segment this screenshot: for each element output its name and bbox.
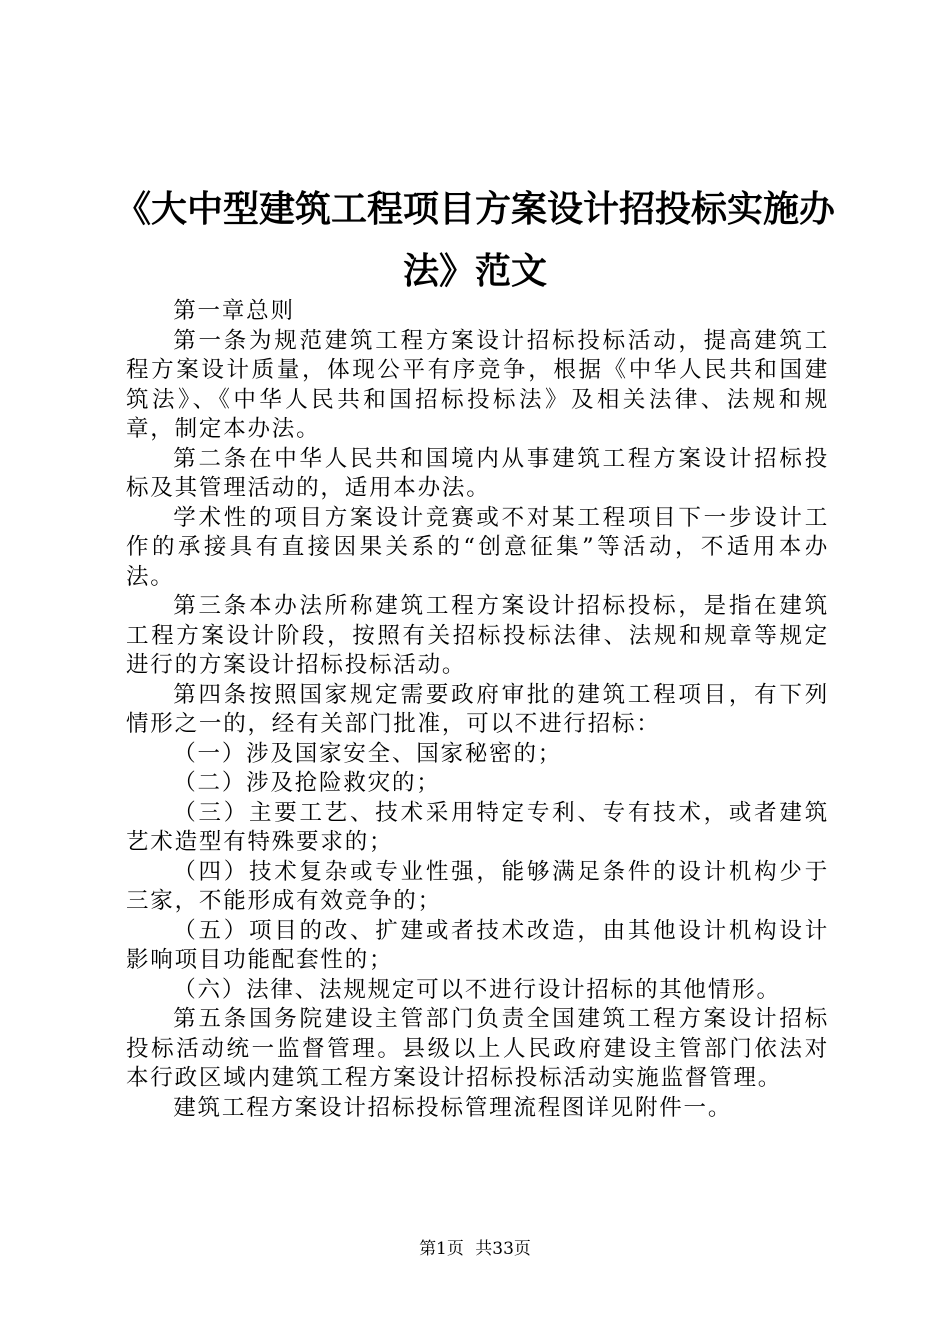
paragraph: 第三条本办法所称建筑工程方案设计招标投标，是指在建筑工程方案设计阶段，按照有关招标投标法律、法规和规章等规定进行的方案设计招标投标活动。 — [126, 593, 829, 678]
page-footer — [0, 1238, 950, 1260]
paragraph: 第四条按照国家规定需要政府审批的建筑工程项目，有下列情形之一的，经有关部门批准，可以不进行招标： — [126, 681, 829, 737]
paragraph: 第一条为规范建筑工程方案设计招标投标活动，提高建筑工程方案设计质量，体现公平有序竞争，根据《中华人民共和国建筑法》、《中华人民共和国招标投标法》及相关法律、法规和规章，制定本办法。 — [126, 327, 829, 442]
paragraph: 第五条国务院建设主管部门负责全国建筑工程方案设计招标投标活动统一监督管理。县级以上人民政府建设主管部门依法对本行政区域内建筑工程方案设计招标投标活动实施监督管理。 — [126, 1006, 829, 1091]
paragraph: 学术性的项目方案设计竞赛或不对某工程项目下一步设计工作的承接具有直接因果关系的“创意征集”等活动，不适用本办法。 — [126, 504, 829, 590]
list-item: （一）涉及国家安全、国家秘密的； — [173, 740, 563, 767]
list-item: （三）主要工艺、技术采用特定专利、专有技术，或者建筑艺术造型有特殊要求的； — [126, 799, 829, 855]
document-title — [100, 178, 850, 302]
list-item: （六）法律、法规规定可以不进行设计招标的其他情形。 — [173, 976, 781, 1003]
title-line-1: 《大中型建筑工程项目方案设计招投标实施办 — [114, 188, 835, 230]
list-item: （五）项目的改、扩建或者技术改造，由其他设计机构设计影响项目功能配套性的； — [126, 917, 829, 973]
list-item: （二）涉及抢险救灾的； — [173, 770, 441, 796]
chapter-heading: 第一章总则 — [173, 298, 295, 324]
page-number: 第1页 — [419, 1239, 464, 1259]
list-item: （四）技术复杂或专业性强，能够满足条件的设计机构少于三家，不能形成有效竞争的； — [126, 858, 829, 914]
paragraph: 建筑工程方案设计招标投标管理流程图详见附件一。 — [173, 1094, 733, 1121]
document-body — [126, 297, 829, 1123]
page-total: 共33页 — [475, 1239, 531, 1259]
title-line-2: 法》范文 — [402, 250, 547, 292]
paragraph: 第二条在中华人民共和国境内从事建筑工程方案设计招标投标及其管理活动的，适用本办法。 — [126, 445, 829, 501]
